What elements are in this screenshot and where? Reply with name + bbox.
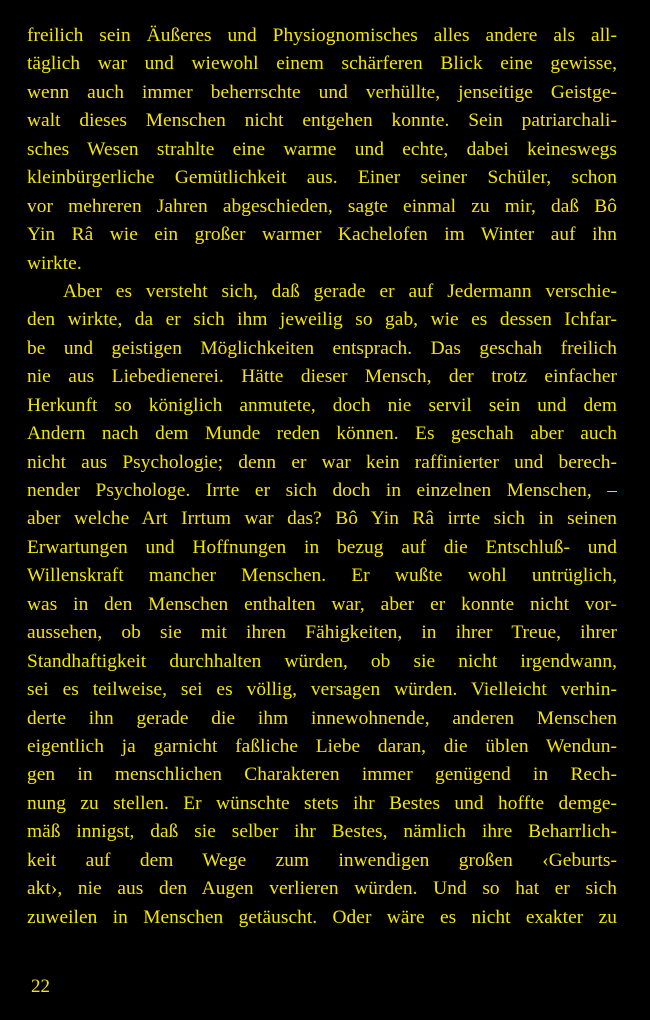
text-line: Herkunft so königlich anmutete, doch nie servil sein und dem [27, 394, 617, 416]
text-line: mäß innigst, daß sie selber ihr Bestes, nämlich ihre Beharrlich- [27, 821, 617, 843]
text-line: wirkte. [27, 252, 82, 274]
text-line: Willenskraft mancher Menschen. Er wußte wohl untrüglich, [27, 565, 617, 587]
text-line: Andern nach dem Munde reden können. Es geschah aber auch [27, 423, 617, 445]
text-line: Standhaftigkeit durchhalten würden, ob sie nicht irgendwann, [27, 650, 617, 672]
text-line: gen in menschlichen Charakteren immer genügend in Rech- [27, 764, 617, 786]
text-line: zuweilen in Menschen getäuscht. Oder wäre es nicht exakter zu [27, 906, 617, 928]
text-line: derte ihn gerade die ihm innewohnende, anderen Menschen [27, 707, 617, 729]
text-line: eigentlich ja garnicht faßliche Liebe daran, die üblen Wendun- [27, 735, 617, 757]
text-line: Erwartungen und Hoffnungen in bezug auf die Entschluß- und [27, 536, 617, 558]
text-line: kleinbürgerliche Gemütlichkeit aus. Einer seiner Schüler, schon [27, 167, 617, 189]
text-line: den wirkte, da er sich ihm jeweilig so gab, wie es dessen Ichfar- [27, 309, 617, 331]
text-line: täglich war und wiewohl einem schärferen Blick eine gewisse, [27, 53, 617, 75]
text-line: Yin Râ wie ein großer warmer Kachelofen im Winter auf ihn [27, 224, 617, 246]
text-line: aussehen, ob sie mit ihren Fähigkeiten, in ihrer Treue, ihrer [27, 622, 617, 644]
text-line: nie aus Liebedienerei. Hätte dieser Mensch, der trotz einfacher [27, 366, 617, 388]
page-number: 22 [31, 976, 50, 997]
text-line: sches Wesen strahlte eine warme und echte, dabei keineswegs [27, 138, 617, 160]
text-line: be und geistigen Möglichkeiten entsprach. Das geschah freilich [27, 337, 617, 359]
text-line: nicht aus Psychologie; denn er war kein raffinierter und berech- [27, 451, 617, 473]
text-line: nender Psychologe. Irrte er sich doch in einzelnen Menschen, – [27, 480, 617, 501]
text-line: Aber es versteht sich, daß gerade er auf Jedermann verschie- [63, 280, 617, 302]
text-line: was in den Menschen enthalten war, aber er konnte nicht vor- [27, 593, 617, 615]
text-line: sei es teilweise, sei es völlig, versagen würden. Vielleicht verhin- [27, 679, 617, 701]
text-line: aber welche Art Irrtum war das? Bô Yin Râ irrte sich in seinen [27, 508, 617, 530]
text-line: nung zu stellen. Er wünschte stets ihr Bestes und hoffte demge- [27, 792, 617, 814]
text-line: walt dieses Menschen nicht entgehen konnte. Sein patriarchali- [27, 110, 617, 132]
text-line: wenn auch immer beherrschte und verhüllte, jenseitige Geistge- [27, 81, 617, 103]
text-line: freilich sein Äußeres und Physiognomisches alles andere als all- [27, 25, 617, 46]
text-line: keit auf dem Wege zum inwendigen großen ‹Geburts- [27, 849, 617, 871]
text-line: vor mehreren Jahren abgeschieden, sagte einmal zu mir, daß Bô [27, 195, 617, 217]
text-line: akt›, nie aus den Augen verlieren würden. Und so hat er sich [27, 878, 617, 900]
body-text [27, 22, 617, 932]
